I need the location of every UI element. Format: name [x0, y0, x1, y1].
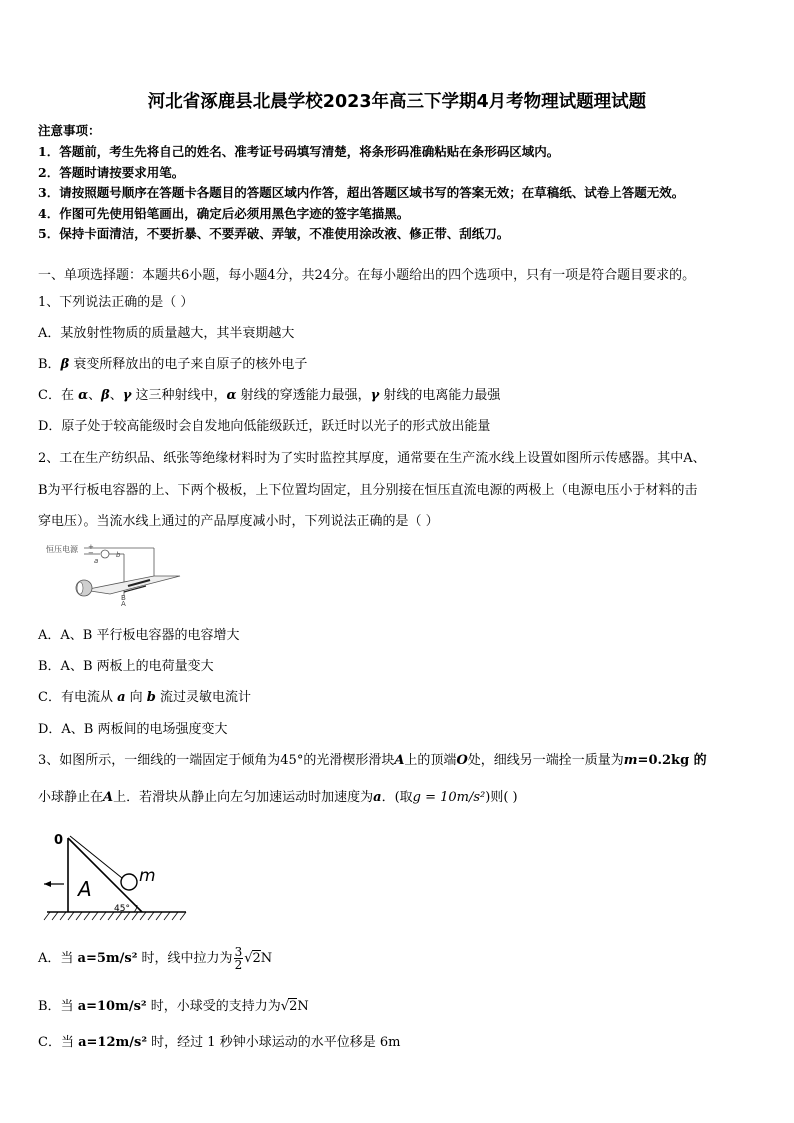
option-text: C．有电流从 [38, 690, 118, 705]
option-label: B． [38, 357, 61, 372]
q3-stem-line2 [38, 786, 518, 805]
q1-option-c [38, 384, 500, 403]
option-text: 时，线中拉力为 [137, 951, 233, 966]
option-text: A．当 [38, 951, 78, 966]
option-text: 向 [125, 690, 147, 705]
figure-label-m: m [139, 866, 156, 886]
variable-A: A [103, 790, 114, 805]
radicand: 2 [252, 951, 261, 966]
alpha-symbol: α [78, 388, 89, 403]
condition: a=5m/s² [77, 951, 138, 966]
option-text: 射线的穿透能力最强， [236, 388, 371, 403]
q1-option-a: A．某放射性物质的质量越大，其半衰期越大 [38, 326, 295, 341]
notice-item: 1．答题前，考生先将自己的姓名、准考证号码填写清楚，将条形码准确粘贴在条形码区域内。 [38, 144, 560, 159]
wedge-figure [42, 826, 187, 926]
variable-m: m [623, 753, 638, 768]
string [70, 836, 122, 878]
galvanometer-icon [101, 550, 109, 558]
option-text: 射线的电离能力最强 [379, 388, 501, 403]
option-text: 时，小球受的支持力为 [146, 999, 281, 1014]
notice-item: 2．答题时请按要求用笔。 [38, 165, 185, 180]
option-text: 衰变所释放出的电子来自原子的核外电子 [69, 357, 308, 372]
q2-option-b: B．A、B 两板上的电荷量变大 [38, 659, 214, 674]
stem-text: 上．若滑块从静止向左匀加速运动时加速度为 [113, 790, 374, 805]
variable-A: A [394, 753, 405, 768]
notice-item: 3．请按照题号顺序在答题卡各题目的答题区域内作答，超出答题区域书写的答案无效；在草稿纸、试卷上答题无效。 [38, 185, 685, 200]
figure-label-plate-a: A [121, 600, 126, 608]
stem-text: 小球静止在 [38, 790, 104, 805]
option-text: 流过灵敏电流计 [155, 690, 252, 705]
figure-label-plate-b: B [121, 594, 126, 602]
variable-O: O [456, 753, 468, 768]
figure-plus-sign: + [88, 543, 94, 551]
option-text: C．在 [38, 388, 79, 403]
notice-item: 4．作图可先使用铅笔画出，确定后必须用黑色字迹的签字笔描黑。 [38, 206, 410, 221]
condition: a=12m/s² [78, 1035, 148, 1050]
stem-text: 上的顶端 [404, 753, 457, 768]
q1-option-b [38, 353, 307, 372]
figure-label-b: b [116, 551, 121, 559]
capacitor-sensor-figure [44, 540, 184, 610]
stem-text: ．(取 [381, 790, 413, 805]
gamma-symbol: γ [122, 388, 132, 403]
variable-a: a [373, 790, 382, 805]
q2-stem-line3: 穿电压）。当流水线上通过的产品厚度减小时，下列说法正确的是（ ） [38, 514, 439, 529]
sqrt-icon: √ [280, 999, 290, 1014]
unit: N [297, 999, 309, 1014]
q2-stem-line2: B为平行板电容器的上、下两个极板，上下位置均固定，且分别接在恒压直流电源的两极上（电源电压小于材料的击 [38, 483, 698, 498]
ball [121, 874, 137, 890]
beta-symbol: β [101, 388, 110, 403]
option-text: C．当 [38, 1035, 79, 1050]
q2-option-c [38, 686, 251, 705]
arrow-head-icon [44, 881, 51, 887]
alpha-symbol: α [226, 388, 237, 403]
figure-label-a: A [78, 877, 92, 901]
variable-a: a [117, 690, 126, 705]
unit: N [260, 951, 273, 966]
q3-option-c [38, 1031, 400, 1050]
stem-text: )则( ) [485, 790, 518, 805]
beta-symbol: β [60, 357, 70, 372]
q3-option-a [38, 946, 272, 971]
q3-option-b [38, 995, 309, 1014]
option-text: 时，经过 1 秒钟小球运动的水平位移是 6m [147, 1035, 401, 1050]
gravity-value: g = 10m/s² [412, 790, 486, 805]
gamma-symbol: γ [370, 388, 380, 403]
figure-label-o: 0 [54, 833, 64, 848]
condition: a=10m/s² [77, 999, 147, 1014]
roller-end [77, 582, 83, 594]
option-text: 、 [109, 388, 123, 403]
figure-label-power: 恒压电源 [46, 545, 78, 554]
numerator: 3 [234, 945, 243, 959]
figure-label-angle: 45° [114, 904, 130, 914]
q2-option-a: A．A、B 平行板电容器的电容增大 [38, 628, 240, 643]
page-title: 河北省涿鹿县北晨学校2023年高三下学期4月考物理试题理试题 [147, 92, 647, 112]
radicand: 2 [289, 999, 298, 1014]
fraction [234, 946, 244, 971]
denominator: 2 [234, 958, 243, 972]
q1-stem: 1、下列说法正确的是（ ） [38, 295, 194, 310]
sqrt-icon: √ [244, 951, 253, 966]
option-text: 、 [88, 388, 102, 403]
stem-text: 处，细线另一端拴一质量为 [467, 753, 624, 768]
notice-item: 5．保持卡面清洁，不要折暴、不要弄破、弄皱，不准使用涂改液、修正带、刮纸刀。 [38, 226, 510, 241]
section-heading: 一、单项选择题：本题共6小题，每小题4分，共24分。在每小题给出的四个选项中，只有一项是符合题目要求的。 [38, 268, 696, 283]
q3-stem-line1 [38, 749, 707, 768]
stem-text: 3、如图所示，一细线的一端固定于倾角为45°的光滑楔形滑块 [38, 753, 395, 768]
figure-minus-sign: − [88, 549, 94, 557]
stem-text: =0.2kg 的 [637, 753, 707, 768]
variable-b: b [146, 690, 156, 705]
q2-stem-line1: 2、工在生产纺织品、纸张等绝缘材料时为了实时监控其厚度，通常要在生产流水线上设置如图所示传感器。其中A、 [38, 451, 706, 466]
option-text: 这三种射线中， [131, 388, 227, 403]
notice-heading: 注意事项： [38, 123, 101, 138]
q2-option-d: D．A、B 两板间的电场强度变大 [38, 722, 228, 737]
q1-option-d: D．原子处于较高能级时会自发地向低能级跃迁，跃迁时以光子的形式放出能量 [38, 419, 491, 434]
option-text: B．当 [38, 999, 78, 1014]
figure-label-a: a [94, 557, 99, 565]
